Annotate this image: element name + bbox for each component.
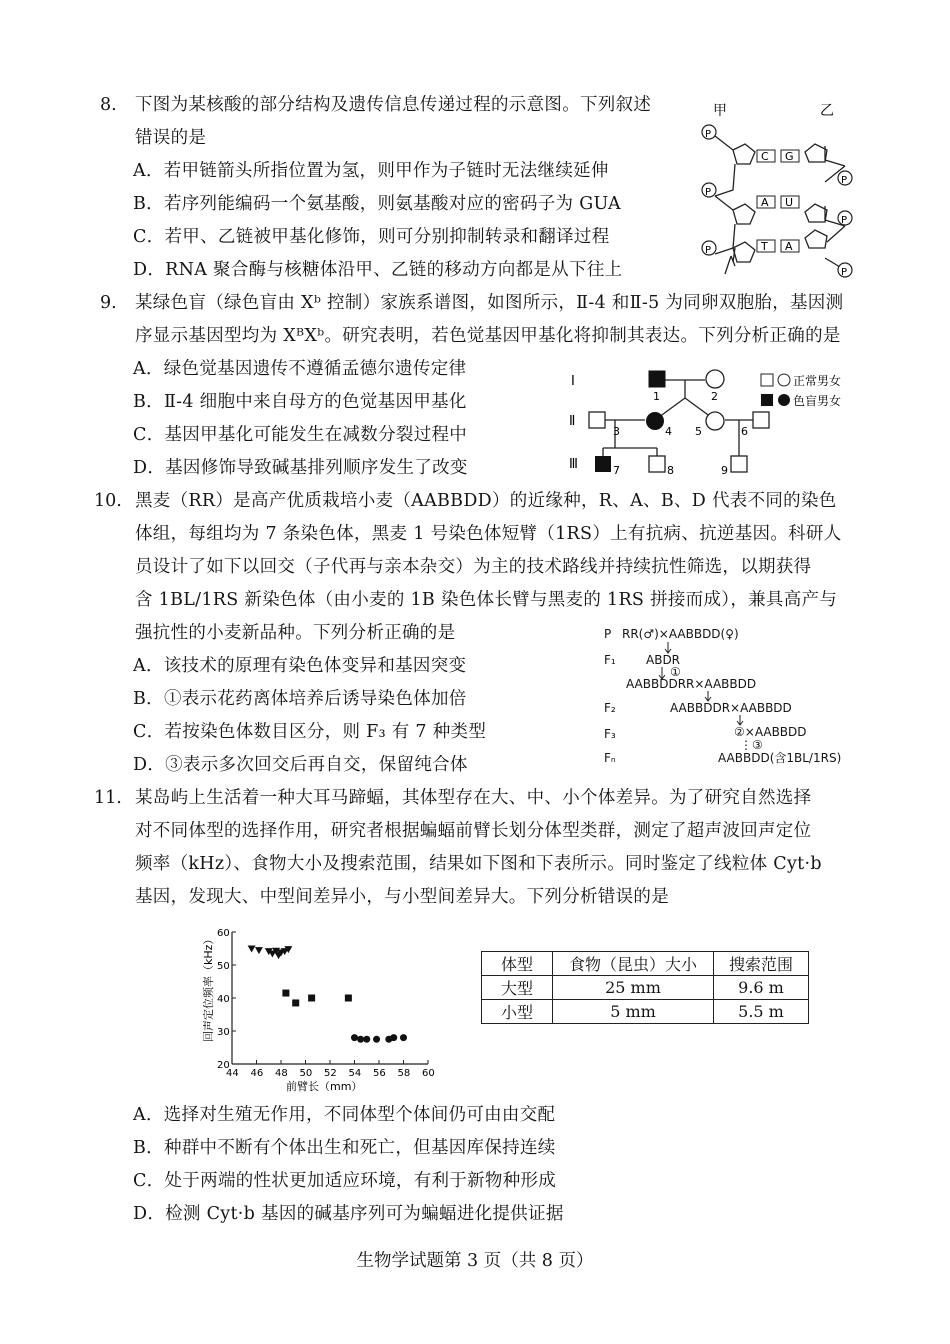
base-pair-2 xyxy=(757,196,799,209)
svg-text:1: 1 xyxy=(653,390,660,403)
svg-text:P: P xyxy=(705,129,712,140)
chart-x-axis-label: 前臂长（mm） xyxy=(286,1080,363,1093)
nucleic-acid-figure xyxy=(695,98,865,283)
chart-x-tick-label: 44 xyxy=(226,1068,239,1079)
svg-text:AABBDD(含1BL/1RS): AABBDD(含1BL/1RS) xyxy=(718,751,842,765)
table-cell: 5 mm xyxy=(553,1000,714,1024)
svg-text:2: 2 xyxy=(711,390,718,403)
question-9-stem-cont: 序显示基因型均为 XᴮXᵇ。研究表明，若色觉基因甲基化将抑制其表达。下列分析正确的是 xyxy=(135,326,841,346)
chart-point-medium xyxy=(292,999,299,1006)
question-10-option-d: D．③表示多次回交后再自交，保留纯合体 xyxy=(133,755,468,775)
svg-text:P: P xyxy=(705,187,712,198)
chart-point-small xyxy=(390,1034,397,1041)
question-11-option-b: B．种群中不断有个体出生和死亡，但基因库保持连续 xyxy=(133,1138,556,1158)
svg-text:②×AABBDD: ②×AABBDD xyxy=(734,725,807,739)
gen-label-2: Ⅱ xyxy=(569,414,576,429)
chart-point-medium xyxy=(282,990,289,997)
question-11-option-d: D．检测 Cyt·b 基因的碱基序列可为蝙蝠进化提供证据 xyxy=(133,1204,564,1224)
question-8-option-d: D．RNA 聚合酶与核糖体沿甲、乙链的移动方向都是从下往上 xyxy=(133,260,623,280)
question-10-option-c: C．若按染色体数目区分，则 F₃ 有 7 种类型 xyxy=(133,722,487,742)
question-9-number: 9. xyxy=(100,293,117,313)
svg-text:P: P xyxy=(841,215,848,226)
table-cell: 小型 xyxy=(482,1000,553,1024)
chart-point-large xyxy=(248,946,256,953)
question-10-number: 10. xyxy=(94,491,122,511)
question-9-option-c: C．基因甲基化可能发生在减数分裂过程中 xyxy=(133,425,468,445)
phosphate-left xyxy=(702,125,716,256)
question-10-stem-1: 黑麦（RR）是高产优质栽培小麦（AABBDD）的近缘种，R、A、B、D 代表不同的染色 xyxy=(135,491,837,511)
chart-x-tick-label: 46 xyxy=(250,1068,264,1079)
bat-data-table xyxy=(481,951,809,1024)
svg-text:C: C xyxy=(761,150,769,163)
strand-label-jia: 甲 xyxy=(713,103,727,119)
svg-text:5: 5 xyxy=(695,425,702,438)
question-11-option-a: A．选择对生殖无作用，不同体型个体间仍可由由交配 xyxy=(133,1105,556,1125)
svg-text:7: 7 xyxy=(613,464,620,477)
chart-point-small xyxy=(351,1034,358,1041)
svg-text:3: 3 xyxy=(613,425,620,438)
question-10-stem-5: 强抗性的小麦新品种。下列分析正确的是 xyxy=(135,623,456,643)
table-cell: 25 mm xyxy=(553,976,714,1000)
table-cell: 5.5 m xyxy=(714,1000,809,1024)
question-11-number: 11. xyxy=(94,788,122,808)
gen-label-1: Ⅰ xyxy=(571,374,575,389)
chart-point-medium xyxy=(308,995,315,1002)
svg-text:U: U xyxy=(785,196,794,209)
chart-x-tick-label: 52 xyxy=(324,1068,337,1079)
svg-text:P: P xyxy=(705,245,712,256)
question-11-stem-4: 基因，发现大、中型间差异小，与小型间差异大。下列分析错误的是 xyxy=(135,887,669,907)
chart-x-tick-label: 58 xyxy=(397,1068,411,1079)
chart-y-tick-label: 30 xyxy=(217,1027,230,1038)
svg-text:F₁: F₁ xyxy=(604,653,616,667)
table-cell: 大型 xyxy=(482,976,553,1000)
chart-x-tick-label: 60 xyxy=(422,1068,435,1079)
gen-label-3: Ⅲ xyxy=(569,457,578,472)
question-10-stem-3: 员设计了如下以回交（子代再与亲本杂交）为主的技术路线并持续抗性筛选，以期获得 xyxy=(135,557,812,577)
question-10-option-a: A．该技术的原理有染色体变异和基因突变 xyxy=(133,656,467,676)
chart-point-small xyxy=(373,1036,380,1043)
question-10-stem-4: 含 1BL/1RS 新染色体（由小麦的 1B 染色体长臂与黑麦的 1RS 拼接而成），兼具高产与 xyxy=(135,590,838,610)
svg-text:F₂: F₂ xyxy=(604,701,616,715)
pedigree-chart xyxy=(565,360,865,482)
table-header-cell: 搜索范围 xyxy=(714,952,809,976)
svg-text:Fₙ: Fₙ xyxy=(604,751,616,765)
question-10-stem-2: 体组，每组均为 7 条染色体，黑麦 1 号染色体短臂（1RS）上有抗病、抗逆基因。科研人 xyxy=(135,524,842,544)
svg-text:P: P xyxy=(841,175,848,186)
chart-y-tick-label: 20 xyxy=(217,1060,230,1071)
svg-text:9: 9 xyxy=(721,464,728,477)
table-cell: 9.6 m xyxy=(714,976,809,1000)
chart-point-medium xyxy=(345,995,352,1002)
table-header-cell: 食物（昆虫）大小 xyxy=(553,952,714,976)
svg-text:AABBDDRR×AABBDD: AABBDDRR×AABBDD xyxy=(626,677,757,691)
pedigree-legend xyxy=(761,373,841,408)
chart-x-tick-label: 50 xyxy=(299,1068,313,1079)
echolocation-scatter-chart xyxy=(196,922,446,1094)
question-8-option-a: A．若甲链箭头所指位置为氢，则甲作为子链时无法继续延伸 xyxy=(133,161,609,181)
svg-text:正常男女: 正常男女 xyxy=(793,374,842,388)
svg-text:8: 8 xyxy=(667,464,674,477)
table-row xyxy=(482,976,809,1000)
svg-text:F₃: F₃ xyxy=(604,727,616,741)
chart-y-tick-label: 50 xyxy=(217,961,230,972)
svg-text:①: ① xyxy=(670,665,681,679)
chart-point-small xyxy=(357,1036,364,1043)
base-pair-3 xyxy=(757,240,799,253)
base-pair-1 xyxy=(757,150,799,163)
svg-text:P: P xyxy=(841,267,848,278)
breeding-scheme xyxy=(600,624,860,770)
table-header-row xyxy=(482,952,809,976)
question-8-option-c: C．若甲、乙链被甲基化修饰，则可分别抑制转录和翻译过程 xyxy=(133,227,610,247)
svg-text:T: T xyxy=(761,240,768,253)
chart-x-tick-label: 54 xyxy=(348,1068,362,1079)
chart-y-tick-label: 40 xyxy=(217,994,230,1005)
svg-text:P: P xyxy=(604,627,612,641)
svg-text:AABBDDR×AABBDD: AABBDDR×AABBDD xyxy=(670,701,792,715)
question-8-stem: 下图为某核酸的部分结构及遗传信息传递过程的示意图。下列叙述 xyxy=(135,95,652,115)
page-footer: 生物学试题第 3 页（共 8 页） xyxy=(356,1251,594,1271)
svg-text:A: A xyxy=(761,196,769,209)
svg-text:ABDR: ABDR xyxy=(646,653,681,667)
question-8-stem-cont: 错误的是 xyxy=(135,128,207,148)
svg-text:⋮③: ⋮③ xyxy=(740,738,763,752)
svg-text:色盲男女: 色盲男女 xyxy=(793,394,842,408)
chart-x-tick-label: 56 xyxy=(373,1068,386,1079)
chart-x-tick-label: 48 xyxy=(275,1068,288,1079)
svg-text:RR(♂)×AABBDD(♀): RR(♂)×AABBDD(♀) xyxy=(622,627,739,641)
phosphate-right xyxy=(838,171,852,278)
chart-point-small xyxy=(363,1036,370,1043)
question-11-stem-3: 频率（kHz）、食物大小及搜索范围，结果如下图和下表所示。同时鉴定了线粒体 Cyt·b xyxy=(135,854,822,874)
question-10-option-b: B．①表示花药离体培养后诱导染色体加倍 xyxy=(133,689,467,709)
svg-text:6: 6 xyxy=(741,425,748,438)
chart-point-small xyxy=(400,1034,407,1041)
table-row xyxy=(482,1000,809,1024)
chart-y-tick-label: 60 xyxy=(217,928,230,939)
question-9-stem: 某绿色盲（绿色盲由 Xᵇ 控制）家族系谱图，如图所示，Ⅱ-4 和Ⅱ-5 为同卵双胞胎，基因测 xyxy=(135,293,844,313)
table-header-cell: 体型 xyxy=(482,952,553,976)
question-9-option-a: A．绿色觉基因遗传不遵循孟德尔遗传定律 xyxy=(133,359,467,379)
svg-text:4: 4 xyxy=(665,425,672,438)
question-8-option-b: B．若序列能编码一个氨基酸，则氨基酸对应的密码子为 GUA xyxy=(133,194,621,214)
question-11-stem-2: 对不同体型的选择作用，研究者根据蝙蝠前臂长划分体型类群，测定了超声波回声定位 xyxy=(135,821,812,841)
chart-point-large xyxy=(255,947,263,954)
question-11-option-c: C．处于两端的性状更加适应环境，有利于新物种形成 xyxy=(133,1171,557,1191)
question-11-stem-1: 某岛屿上生活着一种大耳马蹄蝠，其体型存在大、中、小个体差异。为了研究自然选择 xyxy=(135,788,812,808)
question-9-option-d: D．基因修饰导致碱基排列顺序发生了改变 xyxy=(133,458,468,478)
svg-text:A: A xyxy=(785,240,793,253)
question-8-number: 8. xyxy=(100,95,117,115)
question-9-option-b: B．Ⅱ-4 细胞中来自母方的色觉基因甲基化 xyxy=(133,392,467,412)
strand-label-yi: 乙 xyxy=(820,103,834,119)
chart-y-axis-label: 回声定位频率（kHz） xyxy=(202,933,215,1042)
svg-text:G: G xyxy=(785,150,794,163)
